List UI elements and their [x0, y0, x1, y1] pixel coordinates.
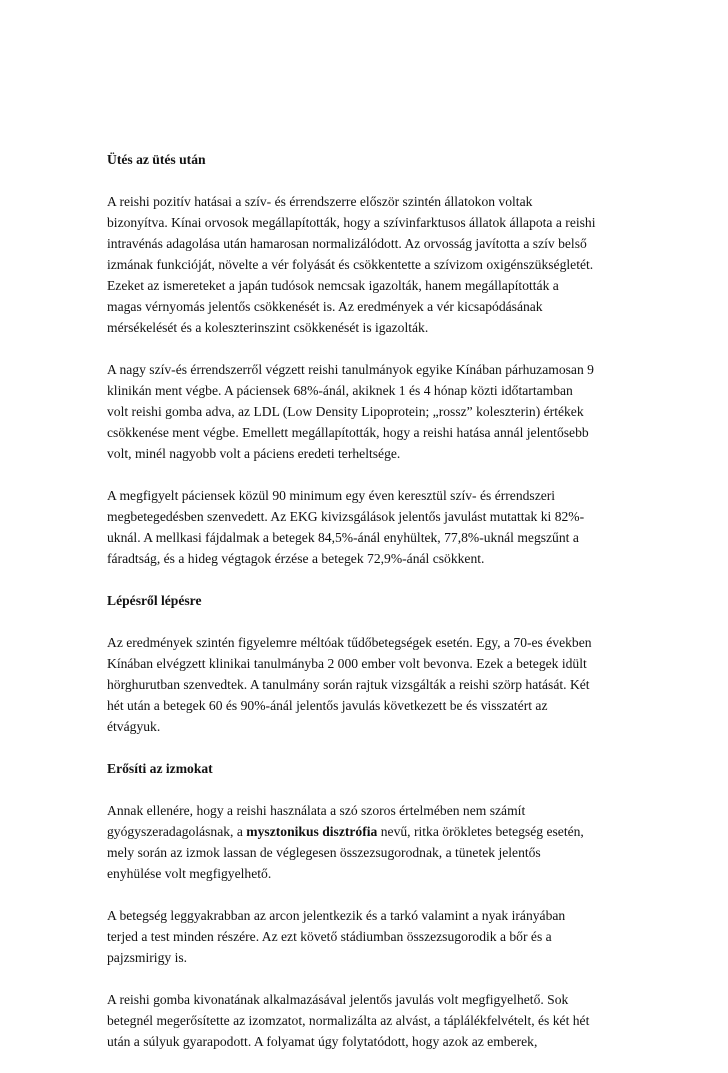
paragraph — [107, 359, 627, 464]
text-line: étvágyuk. — [107, 719, 161, 734]
paragraph — [107, 905, 627, 968]
text-line: magas vérnyomás jelentős csökkenését is. Az eredmények a vér kicsapódásának — [107, 299, 543, 314]
section-heading-lepesrol: Lépésről lépésre — [107, 593, 202, 608]
text-line: Annak ellenére, hogy a reishi használata a szó szoros értelmében nem számít — [107, 803, 526, 818]
paragraph — [107, 485, 627, 569]
text-line: fáradtság, és a hideg végtagok érzése a betegek 72,9%-ánál csökkent. — [107, 551, 485, 566]
text-line: A nagy szív-és érrendszerről végzett reishi tanulmányok egyike Kínában párhuzamosan 9 — [107, 362, 594, 377]
text-line: intravénás adagolása után hamarosan normalizálódott. Az orvosság javította a szív belső — [107, 236, 587, 251]
text-line: izmának funkcióját, növelte a vér folyását és csökkentette a szívizom oxigénszükségletét. — [107, 257, 594, 272]
text-line: bizonyítva. Kínai orvosok megállapították, hogy a szívinfarktusos állatok állapota a reishi — [107, 215, 596, 230]
text-segment: gyógyszeradagolásnak, a — [107, 824, 247, 839]
text-line: Kínában elvégzett klinikai tanulmányba 2 000 ember volt bevonva. Ezek a betegek idült — [107, 656, 587, 671]
paragraph — [107, 191, 627, 338]
text-line: volt, minél nagyobb volt a páciens eredeti terheltsége. — [107, 446, 401, 461]
text-line: pajzsmirigy is. — [107, 950, 188, 965]
text-line: A reishi gomba kivonatának alkalmazásával jelentős javulás volt megfigyelhető. Sok — [107, 992, 569, 1007]
text-segment: nevű, ritka örökletes betegség esetén, — [377, 824, 584, 839]
text-line: A megfigyelt páciensek közül 90 minimum egy éven keresztül szív- és érrendszeri — [107, 488, 556, 503]
text-line: volt reishi gomba adva, az LDL (Low Density Lipoprotein; „rossz” koleszterin) értékek — [107, 404, 584, 419]
section-heading-erositi: Erősíti az izmokat — [107, 761, 213, 776]
bold-term: mysztonikus disztrófia — [246, 824, 378, 839]
paragraph — [107, 632, 627, 737]
text-line: hörghurutban szenvedtek. A tanulmány során rajtuk vizsgálták a reishi szörp hatását. Két — [107, 677, 590, 692]
section-heading-utes: Ütés az ütés után — [107, 152, 206, 167]
document-page — [107, 149, 627, 1073]
paragraph — [107, 800, 627, 884]
text-line: mérsékelését és a koleszterinszint csökkenését is igazolták. — [107, 320, 429, 335]
text-line: klinikán ment végbe. A páciensek 68%-ánál, akiknek 1 és 4 hónap közti időtartamban — [107, 383, 573, 398]
text-line: enyhülése volt megfigyelhető. — [107, 866, 272, 881]
text-line: megbetegedésben szenvedett. Az EKG kivizsgálások jelentős javulást mutattak ki 82%- — [107, 509, 585, 524]
text-line: A reishi pozitív hatásai a szív- és érrendszerre először szintén állatokon voltak — [107, 194, 533, 209]
text-line: csökkenése ment végbe. Emellett megállapították, hogy a reishi hatása annál jelentősebb — [107, 425, 589, 440]
paragraph — [107, 989, 627, 1052]
text-line: Ezeket az ismereteket a japán tudósok nemcsak igazolták, hanem megállapították a — [107, 278, 559, 293]
text-line: terjed a test minden részére. Az ezt követő stádiumban összezsugorodik a bőr és a — [107, 929, 552, 944]
text-line: mely során az izmok lassan de véglegesen összezsugorodnak, a tünetek jelentős — [107, 845, 541, 860]
text-line: uknál. A mellkasi fájdalmak a betegek 84,5%-ánál enyhültek, 77,8%-uknál megszűnt a — [107, 530, 579, 545]
text-line: betegnél megerősítette az izomzatot, normalizálta az alvást, a táplálékfelvételt, és két hét — [107, 1013, 590, 1028]
text-line — [107, 821, 627, 842]
text-line: Az eredmények szintén figyelemre méltóak tűdőbetegségek esetén. Egy, a 70-es években — [107, 635, 592, 650]
text-line: A betegség leggyakrabban az arcon jelentkezik és a tarkó valamint a nyak irányában — [107, 908, 566, 923]
text-line: után a súlyuk gyarapodott. A folyamat úgy folytatódott, hogy azok az emberek, — [107, 1034, 538, 1049]
text-line: hét után a betegek 60 és 90%-ánál jelentős javulás következett be és visszatért az — [107, 698, 548, 713]
